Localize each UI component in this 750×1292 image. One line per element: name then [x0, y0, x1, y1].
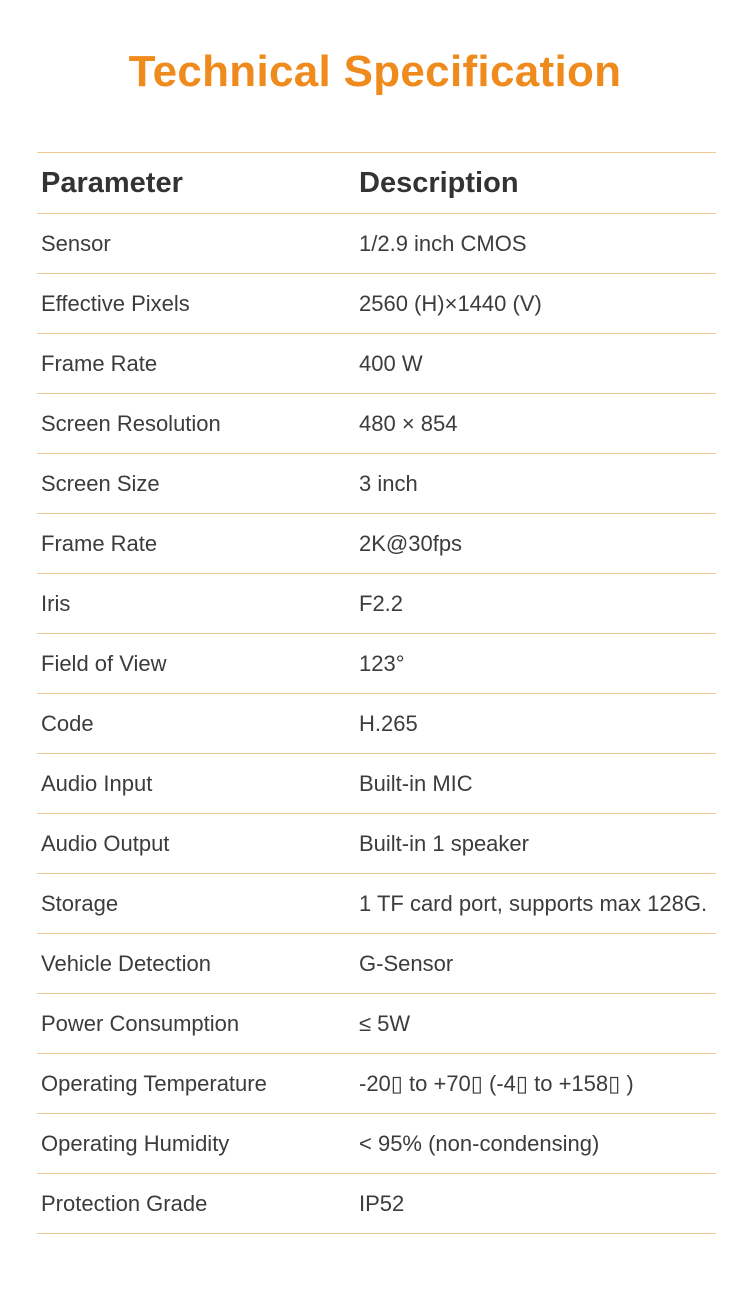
table-row	[37, 1054, 716, 1114]
header-description: Description	[359, 166, 519, 199]
table-row	[37, 754, 716, 814]
table-row	[37, 694, 716, 754]
parameter-cell: Screen Resolution	[41, 410, 221, 436]
table-row	[37, 814, 716, 874]
parameter-cell: Screen Size	[41, 470, 160, 496]
description-cell: 3 inch	[359, 470, 418, 496]
table-row	[37, 454, 716, 514]
parameter-cell: Effective Pixels	[41, 290, 190, 316]
parameter-cell: Sensor	[41, 230, 111, 256]
parameter-cell: Operating Temperature	[41, 1070, 267, 1096]
header-parameter: Parameter	[41, 166, 183, 199]
table-row	[37, 1174, 716, 1234]
table-row	[37, 1114, 716, 1174]
parameter-cell: Audio Output	[41, 830, 170, 856]
description-cell: Built-in MIC	[359, 770, 473, 796]
parameter-cell: Operating Humidity	[41, 1130, 230, 1156]
page-title: Technical Specification	[128, 47, 622, 96]
table-row	[37, 274, 716, 334]
parameter-cell: Protection Grade	[41, 1190, 208, 1216]
description-cell: Built-in 1 speaker	[359, 830, 529, 856]
parameter-cell: Iris	[41, 590, 71, 616]
parameter-cell: Vehicle Detection	[41, 950, 211, 976]
description-cell: 2K@30fps	[359, 530, 463, 556]
parameter-cell: Power Consumption	[41, 1010, 240, 1036]
table-row	[37, 514, 716, 574]
description-cell: 1/2.9 inch CMOS	[359, 230, 527, 256]
description-cell: ≤ 5W	[359, 1010, 411, 1036]
table-row	[37, 994, 716, 1054]
spec-table	[37, 152, 716, 1234]
description-cell: 400 W	[359, 350, 423, 376]
parameter-cell: Audio Input	[41, 770, 153, 796]
table-row	[37, 334, 716, 394]
description-cell: 123°	[359, 650, 405, 676]
parameter-cell: Field of View	[41, 650, 167, 676]
description-cell: G-Sensor	[359, 950, 454, 976]
description-cell: 480 × 854	[359, 410, 458, 436]
parameter-cell: Storage	[41, 890, 119, 916]
parameter-cell: Code	[41, 710, 94, 736]
description-cell: < 95% (non-condensing)	[359, 1130, 600, 1156]
table-row	[37, 634, 716, 694]
table-row	[37, 214, 716, 274]
parameter-cell: Frame Rate	[41, 530, 158, 556]
table-row	[37, 934, 716, 994]
description-cell: F2.2	[359, 590, 404, 616]
table-row	[37, 874, 716, 934]
description-cell: -20▯ to +70▯ (-4▯ to +158▯ )	[359, 1070, 634, 1096]
table-header-row	[37, 153, 716, 214]
table-row	[37, 394, 716, 454]
parameter-cell: Frame Rate	[41, 350, 158, 376]
description-cell: 2560 (H)×1440 (V)	[359, 290, 542, 316]
description-cell: 1 TF card port, supports max 128G.	[359, 890, 708, 916]
description-cell: H.265	[359, 710, 418, 736]
description-cell: IP52	[359, 1190, 405, 1216]
table-row	[37, 574, 716, 634]
